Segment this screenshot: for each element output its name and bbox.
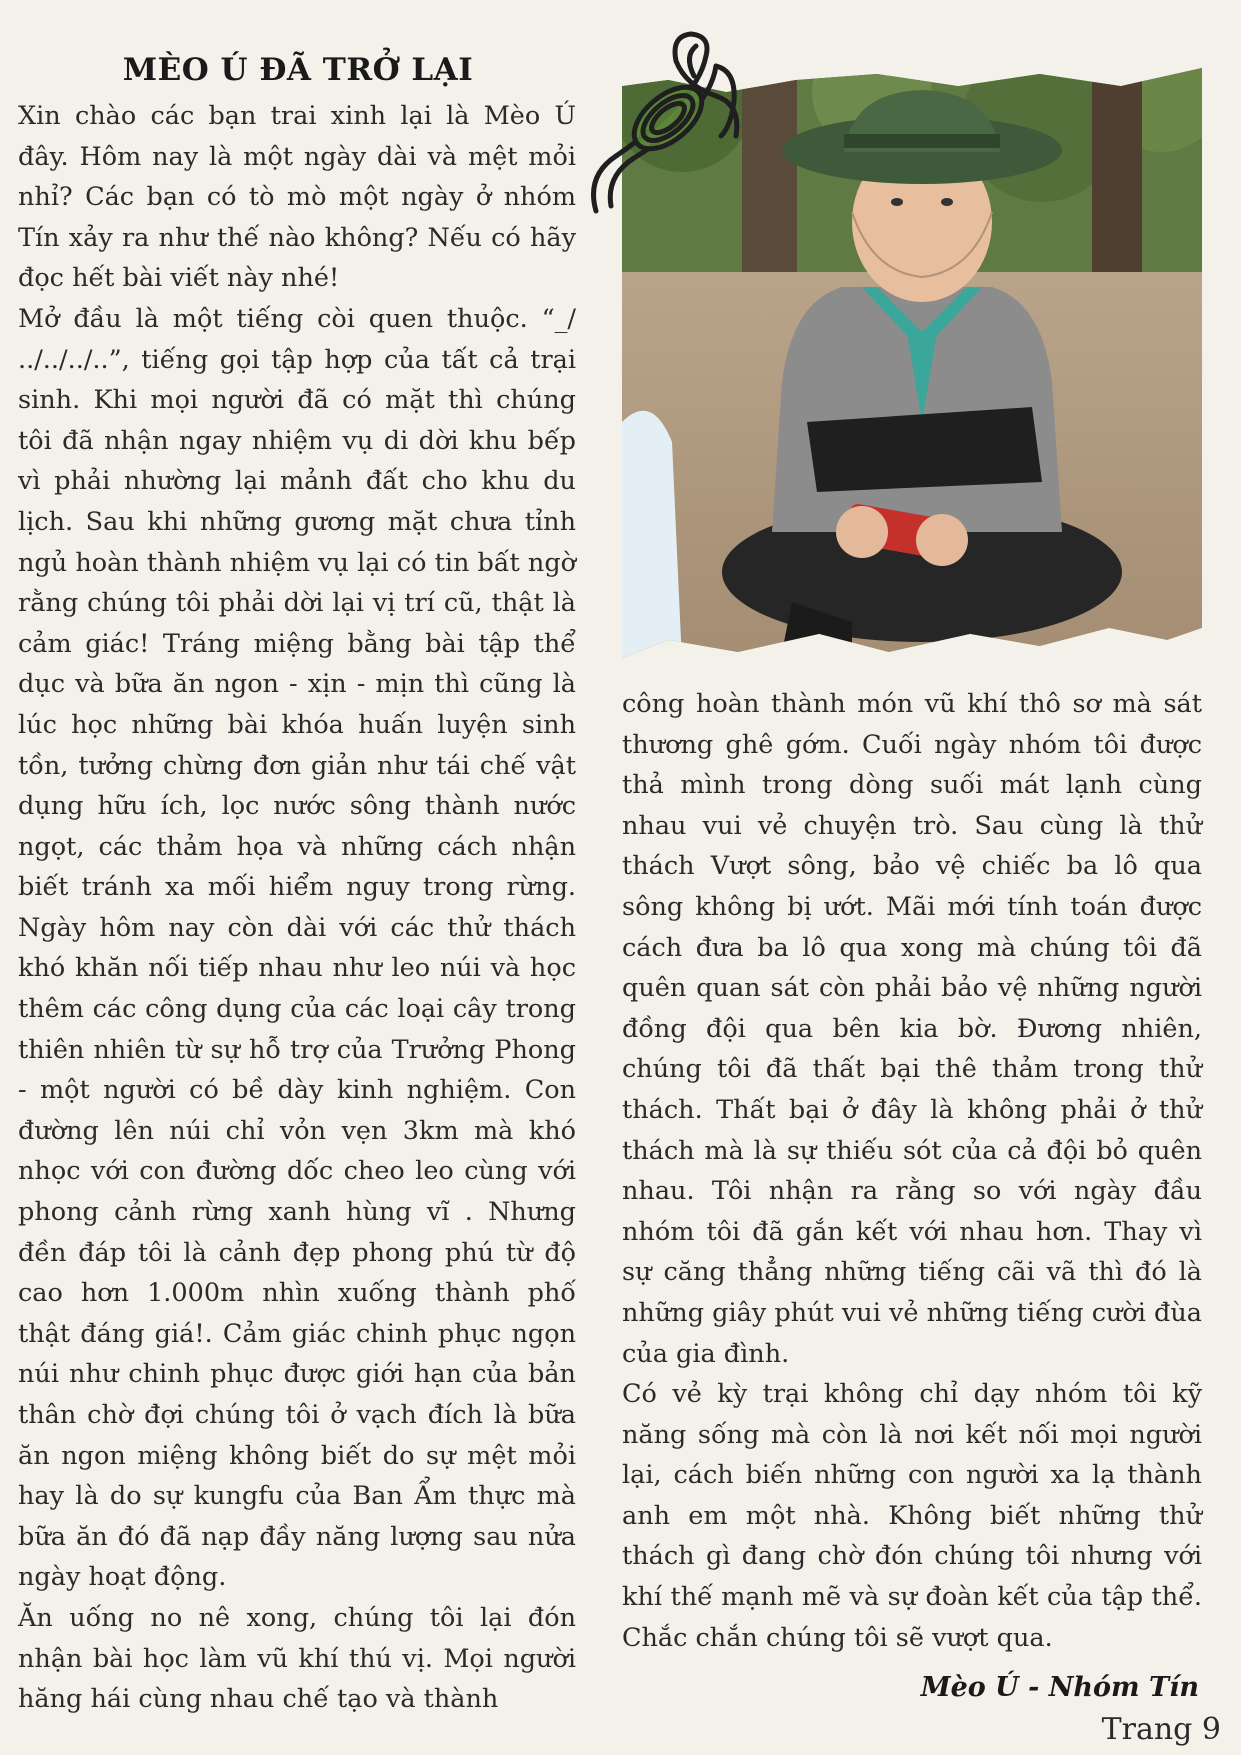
story-paragraph: Mở đầu là một tiếng còi quen thuộc. “_/ ../../../..”, tiếng gọi tập hợp của tất cả trại sinh. Khi mọi người đã có mặt thì chúng tôi đã nhận ngay nhiệm vụ di dời khu bếp vì phải nhường lại mảnh đất cho khu du lịch. Sau khi những gương mặt chưa tỉnh ngủ hoàn thành nhiệm vụ lại có tin bất ngờ rằng chúng tôi phải dời lại vị trí cũ, thật là cảm giác! Tráng miệng bằng bài tập thể dục và bữa ăn ngon - xịn - mịn thì cũng là lúc học những bài khóa huấn luyện sinh tồn, tưởng chừng đơn giản như tái chế vật dụng hữu ích, lọc nước sông thành nước ngọt, các thảm họa và những cách nhận biết tránh xa mối hiểm nguy trong rừng. Ngày hôm nay còn dài với các thử thách khó khăn nối tiếp nhau như leo núi và học thêm các công dụng của các loại cây trong thiên nhiên từ sự hỗ trợ của Trưởng Phong - một người có bề dày kinh nghiệm. Con đường lên núi chỉ vỏn vẹn 3km mà khó nhọc với con đường dốc cheo leo cùng với phong cảnh rừng xanh hùng vĩ . Nhưng đền đáp tôi là cảnh đẹp phong phú từ độ cao hơn 1.000m nhìn xuống thành phố thật đáng giá!. Cảm giác chinh phục ngọn núi như chinh phục được giới hạn của bản thân chờ đợi chúng tôi ở vạch đích là bữa ăn ngon miệng không biết do sự mệt mỏi hay là do sự kungfu của Ban Ẩm thực mà bữa ăn đó đã nạp đầy năng lượng sau nửa ngày hoạt động. <box>18 303 576 1593</box>
left-column <box>18 96 576 1720</box>
article-title: MÈO Ú ĐÃ TRỞ LẠI <box>122 52 474 88</box>
page-number: Trang 9 <box>1101 1712 1221 1747</box>
right-column <box>622 684 1202 1658</box>
author-signature: Mèo Ú - Nhóm Tín <box>920 1672 1199 1703</box>
continuation-paragraph: công hoàn thành món vũ khí thô sơ mà sát thương ghê gớm. Cuối ngày nhóm tôi được thả mình trong dòng suối mát lạnh cùng nhau vui vẻ chuyện trò. Sau cùng là thử thách Vượt sông, bảo vệ chiếc ba lô qua sông không bị ướt. Mãi mới tính toán được cách đưa ba lô qua xong mà chúng tôi đã quên quan sát còn phải bảo vệ những người đồng đội qua bên kia bờ. Đương nhiên, chúng tôi đã thất bại thê thảm trong thử thách. Thất bại ở đây là không phải ở thử thách mà là sự thiếu sót của cả đội bỏ quên nhau. Tôi nhận ra rằng so với ngày đầu nhóm tôi đã gắn kết với nhau hơn. Thay vì sự căng thẳng những tiếng cãi vã thì đó là những giây phút vui vẻ những tiếng cười đùa của gia đình. <box>622 689 1202 1369</box>
intro-paragraph: Xin chào các bạn trai xinh lại là Mèo Ú đây. Hôm nay là một ngày dài và mệt mỏi nhỉ? Các bạn có tò mò một ngày ở nhóm Tín xảy ra như thế nào không? Nếu có hãy đọc hết bài viết này nhé! <box>18 101 576 294</box>
rope-coil-icon <box>576 26 756 226</box>
closing-paragraph: Có vẻ kỳ trại không chỉ dạy nhóm tôi kỹ năng sống mà còn là nơi kết nối mọi người lại, cách biến những con người xa lạ thành anh em một nhà. Không biết những thử thách gì đang chờ đón chúng tôi nhưng với khí thế mạnh mẽ và sự đoàn kết của tập thể. Chắc chắn chúng tôi sẽ vượt qua. <box>622 1379 1202 1653</box>
weapons-paragraph: Ăn uống no nê xong, chúng tôi lại đón nhận bài học làm vũ khí thú vị. Mọi người hăng hái cùng nhau chế tạo và thành <box>18 1602 576 1715</box>
